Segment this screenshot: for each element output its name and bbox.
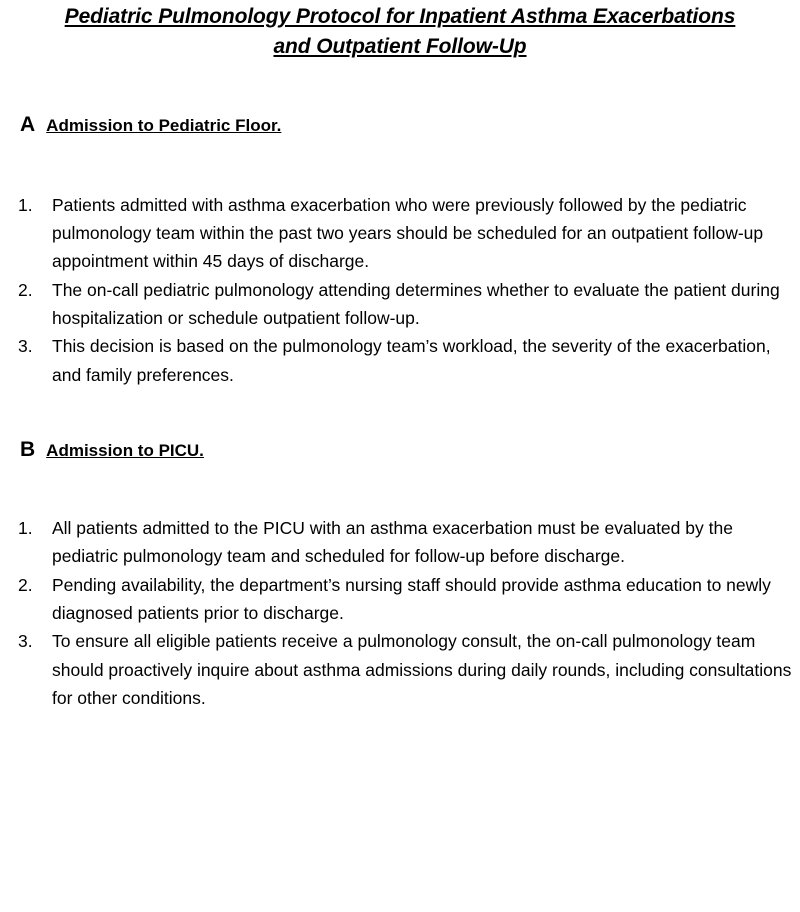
list-item bbox=[6, 571, 794, 628]
list-item-number: 3. bbox=[18, 336, 33, 357]
section-a-list bbox=[6, 191, 794, 389]
list-item-text: The on-call pediatric pulmonology attending determines whether to evaluate the patient during hospitalization or schedule outpatient follow-up. bbox=[52, 279, 780, 328]
list-item bbox=[6, 627, 794, 712]
list-item-text: All patients admitted to the PICU with an asthma exacerbation must be evaluated by the pediatric pulmonology team and scheduled for follow-up before discharge. bbox=[52, 518, 733, 567]
list-item-number: 2. bbox=[18, 279, 33, 300]
list-item bbox=[6, 191, 794, 276]
list-item-number: 3. bbox=[18, 631, 33, 652]
page-title bbox=[6, 0, 794, 62]
section-b-title: Admission to PICU. bbox=[46, 441, 204, 461]
list-item-text: This decision is based on the pulmonology team’s workload, the severity of the exacerbation, and family preferences. bbox=[52, 336, 771, 385]
list-item-text: Pending availability, the department’s nursing staff should provide asthma education to newly diagnosed patients prior to discharge. bbox=[52, 574, 771, 624]
page-title-line-1: Pediatric Pulmonology Protocol for Inpatient Asthma Exacerbations bbox=[64, 5, 736, 28]
list-item bbox=[6, 276, 794, 333]
list-item-text: To ensure all eligible patients receive a pulmonology consult, the on-call pulmonology team should proactively inquire about asthma admissions during daily rounds, including consultations for other conditions. bbox=[52, 631, 792, 709]
section-b bbox=[6, 439, 794, 712]
list-item bbox=[6, 514, 794, 571]
section-a-letter: A bbox=[20, 112, 36, 136]
section-a bbox=[6, 114, 794, 389]
list-item bbox=[6, 332, 794, 389]
section-b-list bbox=[6, 514, 794, 712]
list-item-text: Patients admitted with asthma exacerbation who were previously followed by the pediatric pulmonology team within the past two years should be scheduled for an outpatient follow-up appointment within 45 days of discharge. bbox=[52, 194, 764, 272]
list-item-number: 2. bbox=[18, 574, 33, 595]
section-b-letter: B bbox=[20, 438, 36, 462]
list-item-number: 1. bbox=[18, 194, 33, 215]
list-item-number: 1. bbox=[18, 518, 33, 539]
page-title-line-2: and Outpatient Follow-Up bbox=[273, 34, 527, 58]
section-a-heading bbox=[6, 114, 794, 135]
section-a-title: Admission to Pediatric Floor. bbox=[46, 115, 282, 135]
section-b-heading bbox=[6, 439, 794, 460]
